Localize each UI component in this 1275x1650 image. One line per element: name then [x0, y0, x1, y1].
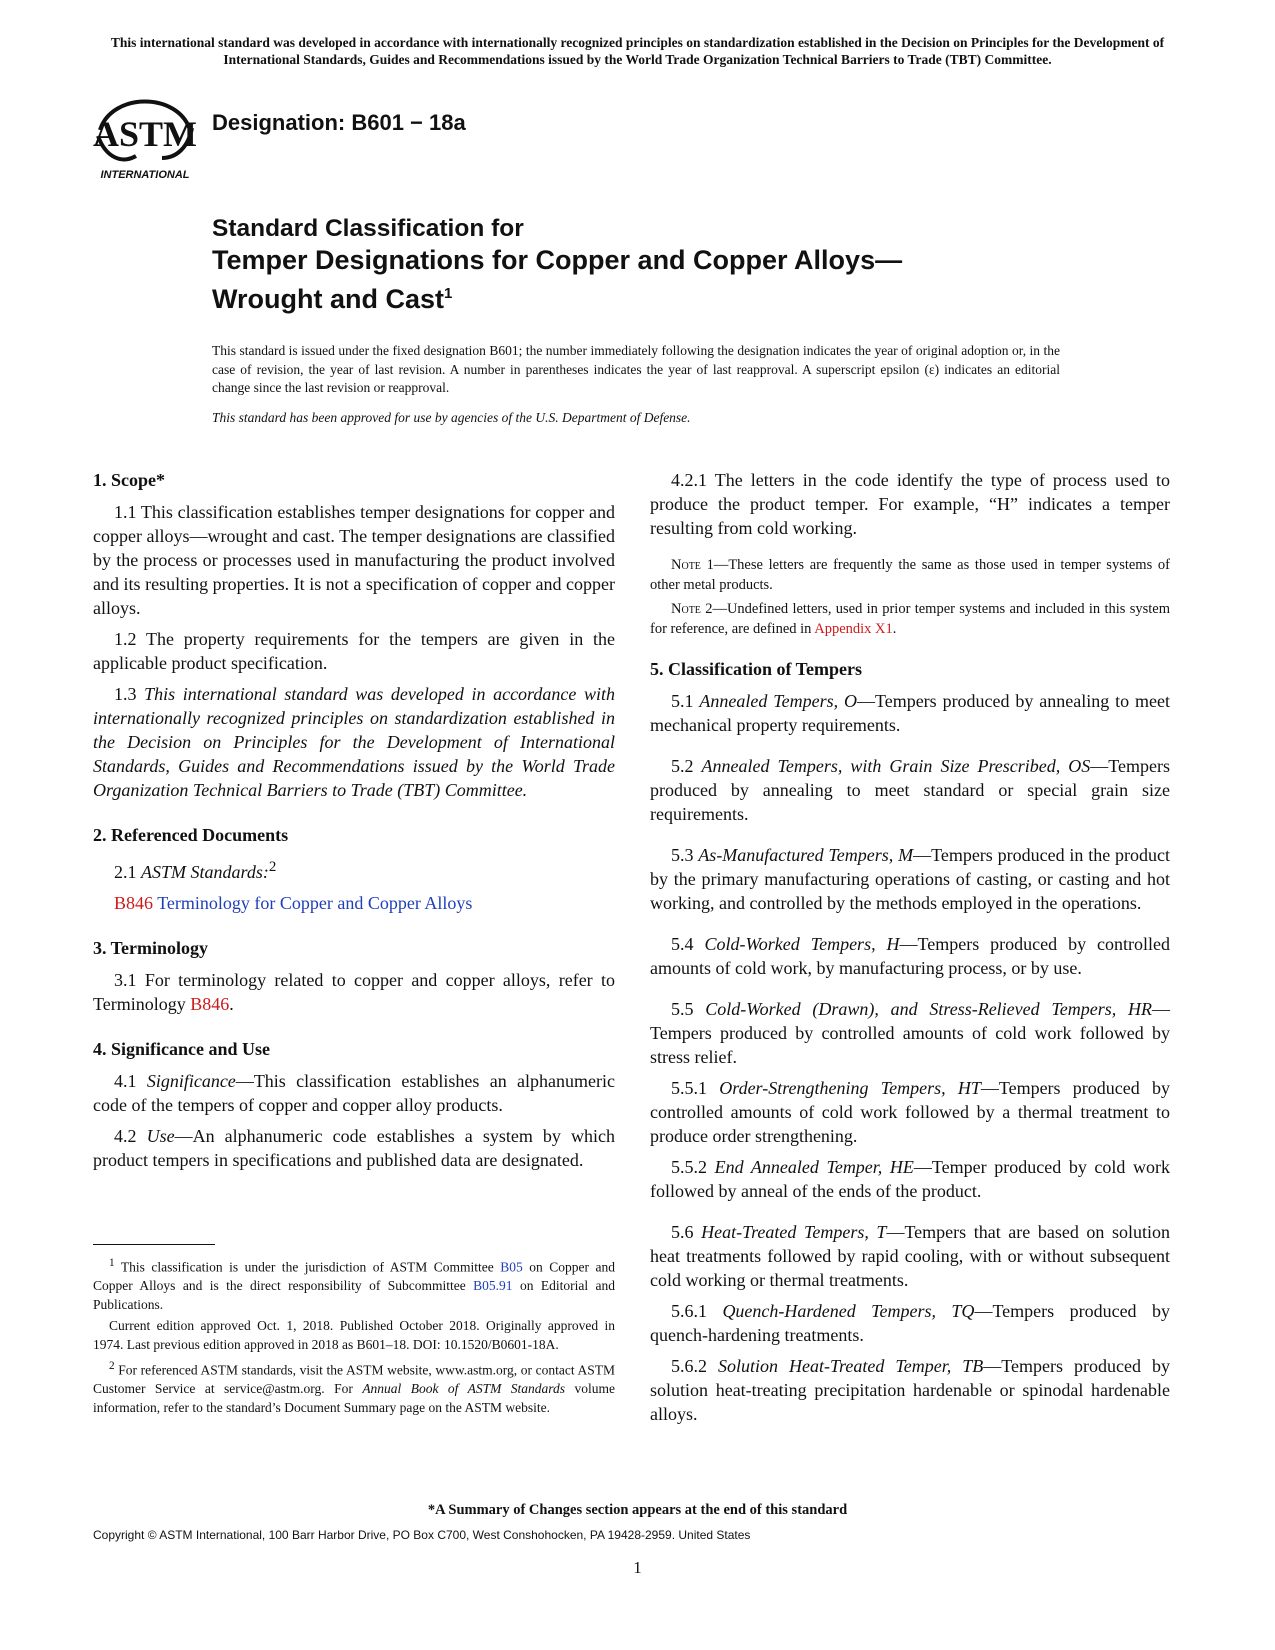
document-title [212, 214, 902, 316]
appendix-x1-link[interactable]: Appendix X1 [814, 621, 893, 637]
footnotes [93, 1254, 615, 1420]
footnote-rule [93, 1244, 215, 1245]
classification-item: 5.6.2 Solution Heat-Treated Temper, TB—Tempers produced by solution heat-treating precipitation hardenable or spinodal hardenable alloys. [650, 1356, 1170, 1424]
title-line-3: Wrought and Cast [212, 284, 444, 314]
copyright: Copyright © ASTM International, 100 Barr Harbor Drive, PO Box C700, West Conshohocken, PA 19428-2959. United States [93, 1528, 751, 1542]
para-4-1: 4.1 Significance—This classification establishes an alphanumeric code of the tempers of copper and copper alloy products. [93, 1071, 615, 1115]
classification-item: 5.4 Cold-Worked Tempers, H—Tempers produced by controlled amounts of cold work, by manufacturing process, or by use. [650, 934, 1171, 978]
classification-item: 5.1 Annealed Tempers, O—Tempers produced by annealing to meet mechanical property requirements. [650, 691, 1171, 735]
logo-text: INTERNATIONAL [100, 169, 190, 181]
page-number: 1 [633, 1558, 642, 1577]
summary-of-changes-note: *A Summary of Changes section appears at the end of this standard [427, 1502, 848, 1518]
section-1-heading: 1. Scope* [93, 470, 165, 490]
classification-item: 5.5.2 End Annealed Temper, HE—Temper produced by cold work followed by anneal of the ends of the product. [650, 1157, 1171, 1201]
section-4-heading: 4. Significance and Use [93, 1039, 271, 1059]
b05-link[interactable]: B05 [500, 1259, 523, 1275]
classification-list [650, 689, 1170, 1426]
reference-b846-link[interactable]: B846 Terminology for Copper and Copper Alloys [114, 893, 473, 913]
issue-note: This standard is issued under the fixed designation B601; the number immediately following the designation indicates the year of original adoption or, in the case of revision, the year of last revision. A number in parentheses indicates the year of last reapproval. A superscript epsilon (ε) indicates an editorial change since the last revision or reapproval. [212, 343, 1060, 395]
classification-item: 5.6.1 Quench-Hardened Tempers, TQ—Tempers produced by quench-hardening treatments. [650, 1301, 1170, 1345]
para-4-2: 4.2 Use—An alphanumeric code establishes a system by which product tempers in specifications and published data are designated. [93, 1126, 615, 1170]
title-footnote-mark: 1 [444, 285, 453, 302]
classification-item: 5.6 Heat-Treated Tempers, T—Tempers that are based on solution heat treatments followed by rapid cooling, with or without subsequent cold working or thermal treatments. [650, 1222, 1171, 1290]
section-2-heading: 2. Referenced Documents [93, 825, 289, 845]
right-column [650, 468, 1170, 1433]
classification-item: 5.3 As-Manufactured Tempers, M—Tempers produced in the product by the primary manufacturing operations of casting, or casting and hot working, and controlled by the methods employed in the operations. [650, 845, 1170, 913]
classification-item: 5.2 Annealed Tempers, with Grain Size Prescribed, OS—Tempers produced by annealing to meet standard or special grain size requirements. [650, 756, 1171, 824]
b05-91-link[interactable]: B05.91 [473, 1278, 513, 1293]
para-1-1: 1.1 This classification establishes temper designations for copper and copper alloys—wrought and cast. The temper designations are classified by the process or processes used in manufacturing the product involved and its resulting properties. It is not a specification of copper and copper alloys. [93, 502, 616, 618]
section-5-heading: 5. Classification of Tempers [650, 659, 863, 679]
footnote-1-edition: Current edition approved Oct. 1, 2018. Published October 2018. Originally approved in 1974. Last previous edition approved in 2018 as B601–18. DOI: 10.1520/B0601-18A. [93, 1318, 615, 1352]
footnote-2: $^2$ For referenced ASTM standards, visit the ASTM website, www.astm.org, or contact ASTM Customer Service at service@astm.org. For Annual Book of ASTM Standards volume information, refer to the standard’s Document Summary page on the ASTM website. [93, 1360, 615, 1415]
dod-note: This standard has been approved for use by agencies of the U.S. Department of Defense. [212, 410, 691, 425]
para-1-3: 1.3 This international standard was developed in accordance with internationally recognized principles on standardization established in the Decision on Principles for the Development of International Standards, Guides and Recommendations issued by the World Trade Organization Technical Barriers to Trade (TBT) Committee. [93, 684, 615, 800]
top-notice: This international standard was developed in accordance with internationally recognized principles on standardization established in the Decision on Principles for the Development of International Standards, Guides and Recommendations issued by the World Trade Organization Technical Barriers to Trade (TBT) Committee. [110, 35, 1165, 67]
classification-item: 5.5 Cold-Worked (Drawn), and Stress-Relieved Tempers, HR—Tempers produced by controlled amounts of cold work followed by stress relief. [650, 999, 1171, 1067]
left-column [93, 468, 615, 1179]
note-1: Note 1—These letters are frequently the same as those used in temper systems of other metal products. [650, 557, 1170, 593]
para-2-1: 2.1 ASTM Standards:$^2$ [114, 859, 277, 882]
para-3-1: 3.1 For terminology related to copper and copper alloys, refer to Terminology B846. [93, 970, 615, 1014]
b846-link[interactable]: B846 [190, 994, 230, 1014]
svg-text:ASTM: ASTM [92, 114, 198, 154]
para-1-2: 1.2 The property requirements for the tempers are given in the applicable product specification. [93, 629, 615, 673]
footnote-1: $^1$ This classification is under the jurisdiction of ASTM Committee B05 on Copper and Copper Alloys and is the direct responsibility of Subcommittee B05.91 on Editorial and Publications. [93, 1257, 616, 1312]
astm-logo-icon [92, 86, 198, 182]
designation: Designation: B601 − 18a [212, 110, 466, 135]
classification-item: 5.5.1 Order-Strengthening Tempers, HT—Tempers produced by controlled amounts of cold work followed by a thermal treatment to produce order strengthening. [650, 1078, 1170, 1146]
title-line-2: Temper Designations for Copper and Copper Alloys— [212, 245, 903, 275]
para-4-2-1: 4.2.1 The letters in the code identify the type of process used to produce the product temper. For example, “H” indicates a temper resulting from cold working. [650, 470, 1170, 538]
note-2: Note 2—Undefined letters, used in prior temper systems and included in this system for reference, are defined in Appendix X1. [650, 601, 1170, 637]
section-3-heading: 3. Terminology [93, 938, 209, 958]
title-line-1: Standard Classification for [212, 215, 524, 242]
